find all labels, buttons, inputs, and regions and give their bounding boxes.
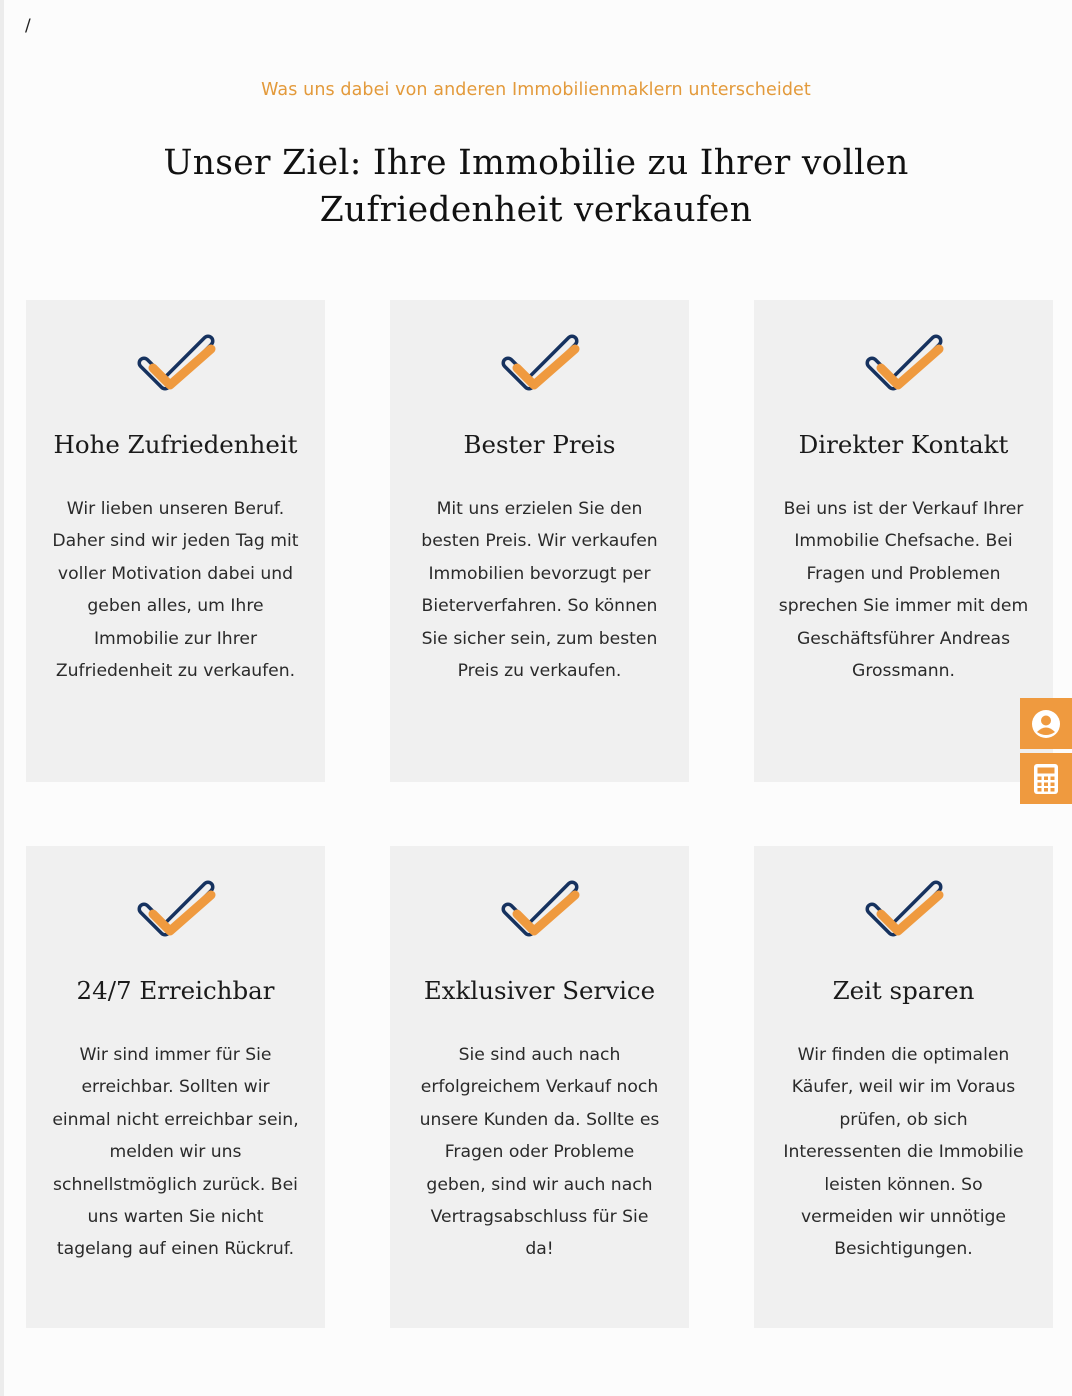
feature-card-title: Bester Preis <box>463 430 616 459</box>
feature-card-title: Direkter Kontakt <box>798 430 1009 459</box>
feature-card-text: Sie sind auch nach erfolgreichem Verkauf noch unsere Kunden da. Sollte es Fragen oder Probleme geben, sind wir auch nach Vertragsabschluss für Sie da! <box>419 1045 660 1260</box>
feature-card-title: Exklusiver Service <box>423 976 656 1005</box>
feature-card-title: 24/7 Erreichbar <box>76 976 275 1005</box>
feature-card-text: Wir lieben unseren Beruf. Daher sind wir jeden Tag mit voller Motivation dabei und geben alles, um Ihre Immobilie zur Ihrer Zufriedenheit zu verkaufen. <box>52 499 299 682</box>
user-icon <box>1030 708 1062 740</box>
feature-card-exclusive-service <box>390 846 689 1328</box>
feature-card-title: Hohe Zufriedenheit <box>53 430 298 459</box>
section-headline: Unser Ziel: Ihre Immobilie zu Ihrer vollen Zufriedenheit verkaufen <box>163 143 909 230</box>
feature-card-text: Mit uns erzielen Sie den besten Preis. Wir verkaufen Immobilien bevorzugt per Bieterverfahren. So können Sie sicher sein, zum besten Preis zu verkaufen. <box>421 499 658 682</box>
page-left-border <box>0 0 4 1396</box>
double-check-icon <box>498 328 580 398</box>
double-check-icon <box>862 328 944 398</box>
feature-card-availability <box>26 846 325 1328</box>
feature-card-text: Wir sind immer für Sie erreichbar. Sollten wir einmal nicht erreichbar sein, melden wir uns schnellstmöglich zurück. Bei uns warten Sie nicht tagelang auf einen Rückruf. <box>52 1045 299 1260</box>
calculator-icon <box>1033 763 1059 795</box>
feature-card-satisfaction <box>26 300 325 782</box>
feature-card-save-time <box>754 846 1053 1328</box>
feature-card-text: Wir finden die optimalen Käufer, weil wir im Voraus prüfen, ob sich Interessenten die Immobilie leisten können. So vermeiden wir unnötige Besichtigungen. <box>783 1045 1024 1260</box>
breadcrumb[interactable]: / <box>25 16 31 36</box>
feature-card-title: Zeit sparen <box>832 976 975 1005</box>
section-eyebrow: Was uns dabei von anderen Immobilienmaklern unterscheidet <box>261 80 811 100</box>
double-check-icon <box>498 874 580 944</box>
contact-person-button[interactable] <box>1020 698 1072 749</box>
double-check-icon <box>134 874 216 944</box>
feature-card-best-price <box>390 300 689 782</box>
double-check-icon <box>134 328 216 398</box>
double-check-icon <box>862 874 944 944</box>
feature-card-text: Bei uns ist der Verkauf Ihrer Immobilie Chefsache. Bei Fragen und Problemen sprechen Sie immer mit dem Geschäftsführer Andreas Grossmann. <box>778 499 1029 682</box>
calculator-button[interactable] <box>1020 753 1072 804</box>
feature-card-direct-contact <box>754 300 1053 782</box>
